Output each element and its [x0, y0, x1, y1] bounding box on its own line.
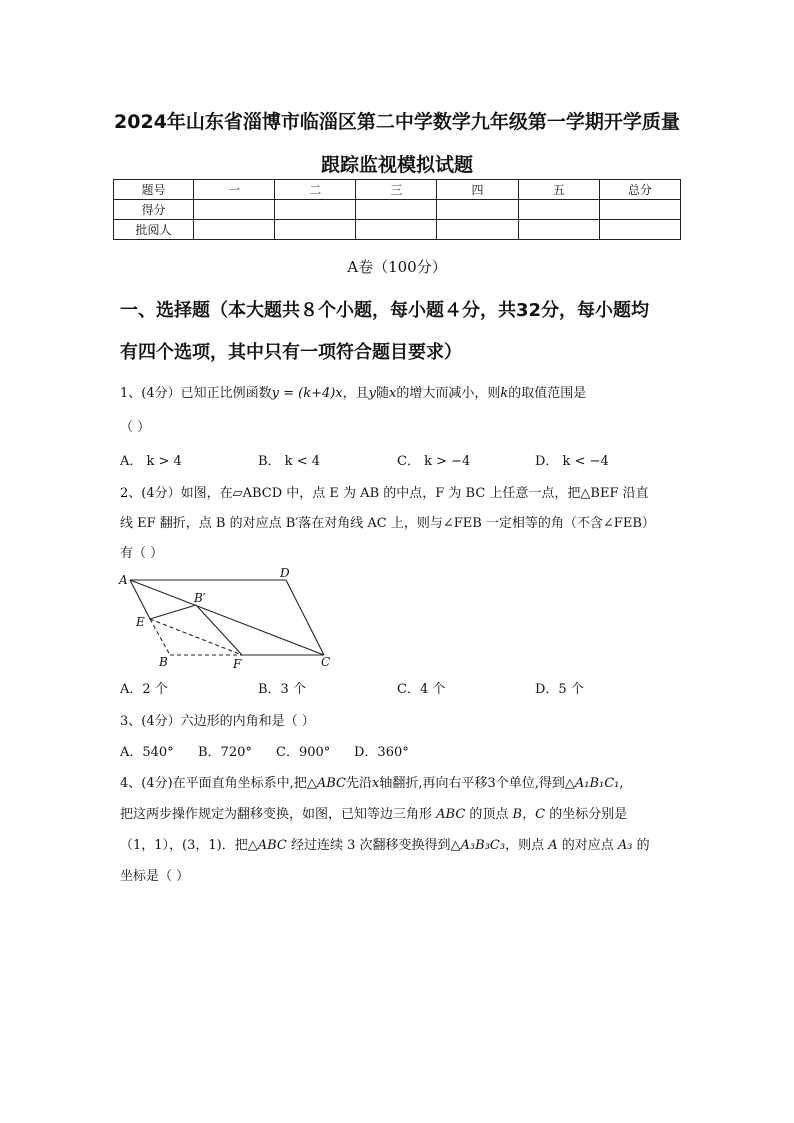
segment-eb-dashed: [150, 619, 170, 655]
header-cell: 三: [356, 180, 437, 200]
reviewer-cell[interactable]: [194, 220, 275, 240]
reviewer-cell[interactable]: [356, 220, 437, 240]
q3-option-a[interactable]: A．540°: [120, 745, 174, 760]
q4-stem-line1: [120, 772, 624, 791]
label-b: B: [159, 655, 168, 669]
q2-stem-line2: 线 EF 翻折，点 B 的对应点 B′落在对角线 AC 上，则与∠FEB 一定相等的角（不含∠FEB）: [120, 516, 655, 531]
q1-middle: ，且: [342, 386, 369, 401]
header-cell: 四: [437, 180, 518, 200]
section1-heading-line2: 有四个选项，其中只有一项符合题目要求）: [120, 342, 462, 363]
segment-eb1: [150, 605, 196, 619]
q4-l2a: 把这两步操作规定为翻移变换，如图，已知等边三角形: [120, 807, 437, 822]
fold-line-ef: [150, 619, 242, 655]
q4-l3d: 的对应点: [557, 838, 618, 853]
q1-y: y: [368, 386, 377, 401]
label-a: A: [119, 573, 128, 587]
exam-title-line2: 跟踪监视模拟试题: [320, 154, 473, 176]
score-table-header-row: [114, 180, 681, 200]
q4-abc-3: ABC: [257, 838, 287, 853]
score-cell[interactable]: [599, 200, 680, 220]
q4-stem-line3: [120, 834, 650, 853]
score-table: [113, 179, 681, 240]
q1-stem: [120, 382, 586, 401]
q4-stem-line2: [120, 803, 627, 822]
q2-option-b[interactable]: B．3 个: [258, 682, 306, 697]
q4-l2b: 的顶点: [465, 807, 513, 822]
q4-l1a: 4、(4分)在平面直角坐标系中,把△: [120, 776, 317, 791]
label-f: F: [233, 657, 242, 671]
diagonal-ac: [130, 580, 324, 655]
q4-l3c: ，则点: [505, 838, 549, 853]
q4-l1c: 轴翻折,再向右平移3个单位,得到△: [379, 776, 575, 791]
q3-stem: 3、(4分）六边形的内角和是（ ）: [120, 714, 315, 729]
q4-a: A: [548, 838, 558, 853]
reviewer-cell[interactable]: [518, 220, 599, 240]
label-d: D: [280, 566, 290, 580]
q4-l2c: 的坐标分别是: [545, 807, 628, 822]
q4-a1b1c1: A₁B₁C₁: [574, 776, 620, 791]
q4-l3e: 的: [632, 838, 650, 853]
q4-abc-2: ABC: [436, 807, 466, 822]
row-label: 得分: [114, 200, 194, 220]
q4-l3a: （1，1），(3，1)．把△: [120, 838, 258, 853]
score-cell[interactable]: [275, 200, 356, 220]
reviewer-cell[interactable]: [599, 220, 680, 240]
q4-a3b3c3: A₃B₃C₃: [460, 838, 506, 853]
q1-formula: y = (k+4)x: [271, 386, 343, 401]
q1-answer-paren: （ ）: [120, 420, 151, 435]
q3-option-c[interactable]: C．900°: [276, 745, 331, 760]
q4-stem-line4: 坐标是（ ）: [120, 869, 190, 884]
part-a-heading: A卷（100分）: [347, 258, 447, 276]
edge-dc: [286, 580, 324, 655]
q1-option-d[interactable]: D． k < −4: [535, 454, 609, 469]
q1-k: k: [500, 386, 509, 401]
q3-option-d[interactable]: D．360°: [354, 745, 409, 760]
score-row: [114, 200, 681, 220]
q4-abc: ABC: [316, 776, 346, 791]
edge-ae: [130, 580, 150, 619]
q2-option-a[interactable]: A．2 个: [120, 682, 168, 697]
header-cell: 一: [194, 180, 275, 200]
reviewer-cell[interactable]: [275, 220, 356, 240]
header-cell: 总分: [599, 180, 680, 200]
score-cell[interactable]: [437, 200, 518, 220]
section1-heading-line1: 一、选择题（本大题共８个小题，每小题４分，共32分，每小题均: [120, 300, 650, 321]
exam-title-line1: 2024年山东省淄博市临淄区第二中学数学九年级第一学期开学质量: [114, 111, 680, 133]
q2-stem-line1: 2、(4分）如图，在▱ABCD 中，点 E 为 AB 的中点，F 为 BC 上任意一点，把△BEF 沿直: [120, 486, 649, 501]
q2-option-c[interactable]: C．4 个: [397, 682, 446, 697]
score-cell[interactable]: [194, 200, 275, 220]
header-cell: 题号: [114, 180, 194, 200]
q4-l1b: 先沿: [345, 776, 372, 791]
header-cell: 二: [275, 180, 356, 200]
q1-middle3: 的增大而减小，则: [396, 386, 501, 401]
q4-l3b: 经过连续 3 次翻移变换得到△: [286, 838, 461, 853]
q1-suffix: 的取值范围是: [508, 386, 587, 401]
score-cell[interactable]: [518, 200, 599, 220]
q2-option-d[interactable]: D．5 个: [535, 682, 584, 697]
reviewer-cell[interactable]: [437, 220, 518, 240]
label-b-prime: B′: [194, 591, 206, 605]
q1-x: x: [389, 386, 397, 401]
q4-bc: B，C: [512, 807, 546, 822]
label-e: E: [136, 615, 145, 629]
q4-l1d: ,: [619, 776, 624, 791]
q1-option-c[interactable]: C． k > −4: [397, 454, 471, 469]
label-c: C: [321, 655, 331, 669]
q3-option-b[interactable]: B．720°: [198, 745, 252, 760]
score-cell[interactable]: [356, 200, 437, 220]
reviewer-row: [114, 220, 681, 240]
q1-prefix: 1、(4分）已知正比例函数: [120, 386, 272, 401]
q4-a3: A₃: [617, 838, 633, 853]
q2-stem-line3: 有（ ）: [120, 546, 164, 561]
q1-option-b[interactable]: B． k < 4: [258, 454, 320, 469]
parallelogram-figure: [114, 564, 344, 672]
header-cell: 五: [518, 180, 599, 200]
q4-xaxis: x: [371, 776, 380, 791]
row-label: 批阅人: [114, 220, 194, 240]
q1-middle2: 随: [376, 386, 390, 401]
q1-option-a[interactable]: A． k > 4: [120, 454, 182, 469]
segment-b1f: [196, 605, 242, 655]
